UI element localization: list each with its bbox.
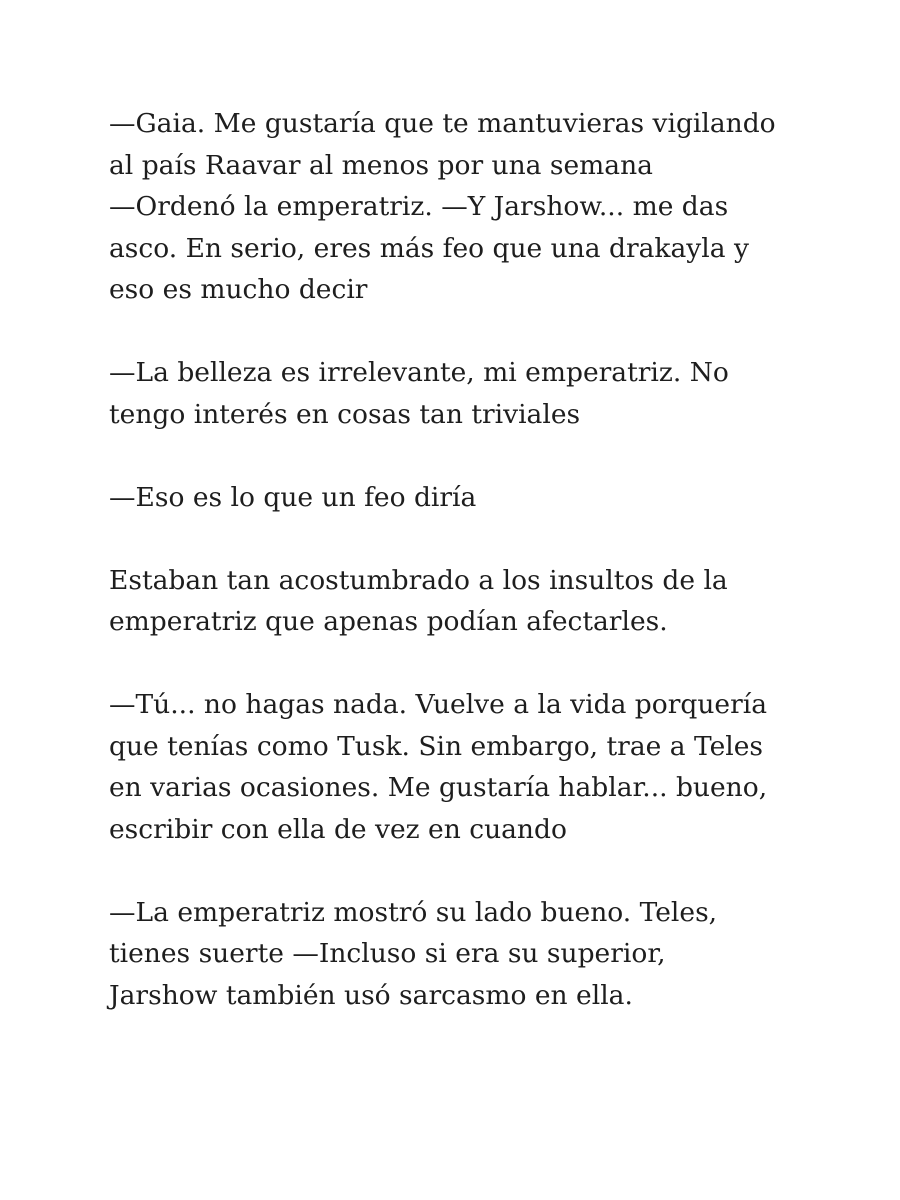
text-line: eso es mucho decir bbox=[109, 274, 368, 305]
text-line: al país Raavar al menos por una semana bbox=[109, 149, 653, 181]
paragraph-3 bbox=[109, 477, 809, 519]
text-line: tengo interés en cosas tan triviales bbox=[109, 398, 581, 430]
document-page bbox=[109, 103, 809, 1058]
text-line: —Gaia. Me gustaría que te mantuvieras vigilando bbox=[109, 108, 776, 139]
text-line: —La emperatriz mostró su lado bueno. Teles, bbox=[109, 896, 718, 928]
text-line: emperatriz que apenas podían afectarles. bbox=[109, 606, 668, 637]
text-line: que tenías como Tusk. Sin embargo, trae a Teles bbox=[109, 730, 764, 762]
text-line: —Eso es lo que un feo diría bbox=[109, 481, 477, 513]
text-line: asco. En serio, eres más feo que una drakayla y bbox=[109, 232, 749, 264]
paragraph-2 bbox=[109, 352, 809, 435]
text-line: —Tú... no hagas nada. Vuelve a la vida porquería bbox=[109, 689, 768, 720]
paragraph-5 bbox=[109, 684, 809, 850]
text-line: escribir con ella de vez en cuando bbox=[109, 813, 567, 845]
paragraph-4 bbox=[109, 560, 809, 643]
text-line: tienes suerte —Incluso si era su superior, bbox=[109, 938, 666, 969]
text-line: —Ordenó la emperatriz. —Y Jarshow... me das bbox=[109, 191, 729, 222]
paragraph-1 bbox=[109, 103, 809, 311]
paragraph-6 bbox=[109, 892, 809, 1017]
text-line: Jarshow también usó sarcasmo en ella. bbox=[109, 979, 633, 1011]
text-line: —La belleza es irrelevante, mi emperatriz. No bbox=[109, 357, 729, 388]
text-line: Estaban tan acostumbrado a los insultos de la bbox=[109, 564, 728, 596]
text-line: en varias ocasiones. Me gustaría hablar... bueno, bbox=[109, 772, 768, 803]
